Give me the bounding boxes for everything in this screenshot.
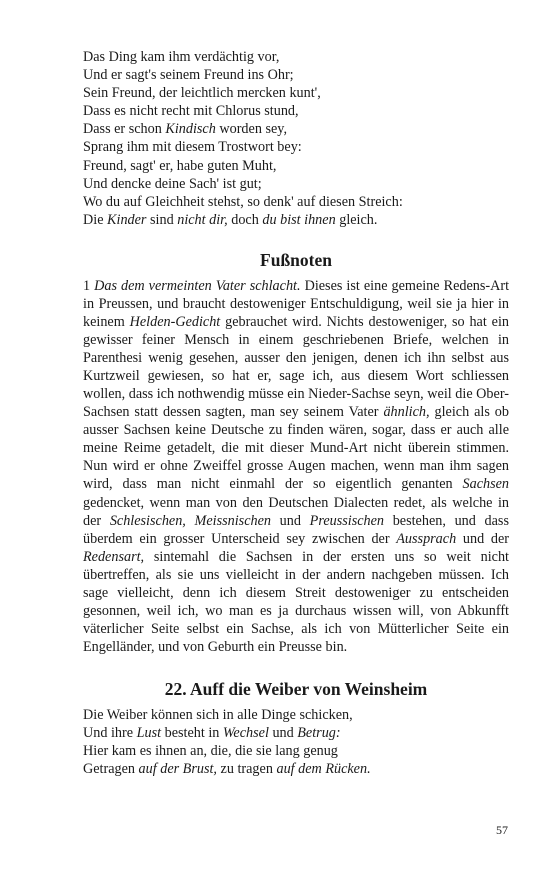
text-span: Dass es nicht recht mit Chlorus stund,	[83, 103, 299, 120]
text-span: und	[268, 725, 298, 742]
text-span: Wo du auf Gleichheit stehst, so denk' auf diesen Streich:	[83, 193, 403, 210]
poem-line	[83, 742, 509, 760]
emphasis-text: Lust	[136, 725, 162, 742]
emphasis-text: du bist ihnen	[262, 211, 336, 228]
poem-line	[83, 175, 509, 193]
poem-line	[83, 66, 509, 84]
emphasis-text: nicht dir,	[177, 211, 228, 228]
text-span: Die	[83, 211, 108, 228]
text-span: gedencket, wenn man von den Deutschen Dialecten redet, als welche in der	[83, 494, 509, 529]
text-span: doch	[227, 211, 263, 228]
text-span: gebrauchet wird. Nichts destoweniger, so hat ein gewisser feiner Mensch in einem geschriebenen Briefe, welchen in Parenthesi wenig gesehen, ausser den jenigen, denen ich ihn selbst aus Kurtzweil gewiesen, so hat er, sage ich, aus diesem Wort schliessen wollen, dass ich nothwendig müsse ein Nieder-Sachse seyn, weil die Ober-Sachsen statt dessen sagten, man sey seinem Vater	[83, 314, 509, 421]
footnote-text	[83, 277, 509, 656]
page-number: 57	[496, 823, 508, 837]
text-span: Getragen	[83, 761, 139, 778]
poem-line	[83, 706, 509, 724]
text-span: Hier kam es ihnen an, die, die sie lang genug	[83, 743, 338, 760]
text-span: sintemahl die Sachsen in der ersten uns so weit nicht übertreffen, als sie uns vielleicht in der andern nachgeben müssen. Ich sage vielleicht, denn ich diesem Streit destoweniger zu entscheiden gesonnen, weil ich, wo man es ja durchaus wissen will, von Abkunfft väterlicher Seite selbst ein Sachse, als ich von Mütterlicher Seite ein Engelländer, und von Geburth ein Preusse bin.	[83, 548, 509, 655]
poem-line	[83, 120, 509, 138]
text-span: Die Weiber können sich in alle Dinge schicken,	[83, 706, 353, 723]
text-span: Und er sagt's seinem Freund ins Ohr;	[83, 67, 294, 84]
poem-line	[83, 48, 509, 66]
poem-line	[83, 102, 509, 120]
text-span: 1	[83, 277, 95, 294]
emphasis-text: Aussprach	[396, 530, 457, 547]
text-span: und der	[456, 530, 509, 547]
poem-title: 22. Auff die Weiber von Weinsheim	[164, 678, 428, 699]
emphasis-text: Wechsel	[222, 725, 269, 742]
text-span: gleich als ob ausser Sachsen keine Deutsche zu finden wären, sogar, dass er auch alle meine Reime getadelt, die mit dieser Mund-Art nicht überein stimmen. Nun wird er ohne Zweiffel grosse Augen machen, wenn man ihm sagen wird, dass man nicht einmahl der so eigentlich genanten	[83, 404, 509, 493]
emphasis-text: Kindisch	[165, 121, 216, 138]
poem-continuation	[83, 48, 509, 229]
text-span: gleich.	[335, 211, 378, 228]
poem-body	[83, 706, 509, 778]
emphasis-text: Schlesischen, Meissnischen	[109, 512, 271, 529]
emphasis-text: Helden-Gedicht	[129, 314, 221, 331]
text-span: besteht in	[161, 725, 223, 742]
text-span: sind	[146, 211, 178, 228]
text-span: zu tragen	[216, 761, 277, 778]
poem-line	[83, 724, 509, 742]
poem-line	[83, 760, 509, 778]
page-body	[83, 48, 509, 778]
emphasis-text: Kinder	[107, 211, 147, 228]
poem-line	[83, 193, 509, 211]
emphasis-text: Sachsen	[462, 476, 509, 493]
text-span: Und ihre	[83, 725, 137, 742]
text-span: Das Ding kam ihm verdächtig vor,	[83, 49, 280, 65]
emphasis-text: Betrug:	[297, 725, 341, 742]
poem-line	[83, 138, 509, 156]
text-span: Freund, sagt' er, habe guten Muht,	[83, 157, 277, 174]
text-span: Sprang ihm mit diesem Trostwort bey:	[83, 139, 302, 156]
emphasis-text: Redensart,	[83, 548, 145, 565]
text-span: Dass er schon	[83, 121, 166, 138]
poem-line	[83, 211, 509, 229]
poem-line	[83, 157, 509, 175]
emphasis-text: Preussischen	[309, 512, 384, 529]
footnotes-heading: Fußnoten	[260, 249, 332, 270]
text-span: bestehen, und dass überdem ein grosser Unterscheid sey zwischen der	[83, 512, 509, 547]
emphasis-text: ähnlich,	[383, 404, 430, 421]
text-span: und	[270, 512, 310, 529]
emphasis-text: auf dem Rücken.	[276, 761, 371, 778]
emphasis-text: Das dem vermeinten Vater schlacht.	[94, 277, 301, 294]
emphasis-text: auf der Brust,	[138, 761, 217, 778]
text-span: Sein Freund, der leichtlich mercken kunt',	[83, 85, 321, 102]
text-span: Und dencke deine Sach' ist gut;	[83, 175, 262, 192]
text-span: worden sey,	[215, 121, 287, 138]
poem-line	[83, 84, 509, 102]
text-span: Dieses ist eine gemeine Redens-Art in Preussen, und braucht destoweniger Entschuldigung, weil sie ja hier in keinem	[83, 277, 510, 331]
